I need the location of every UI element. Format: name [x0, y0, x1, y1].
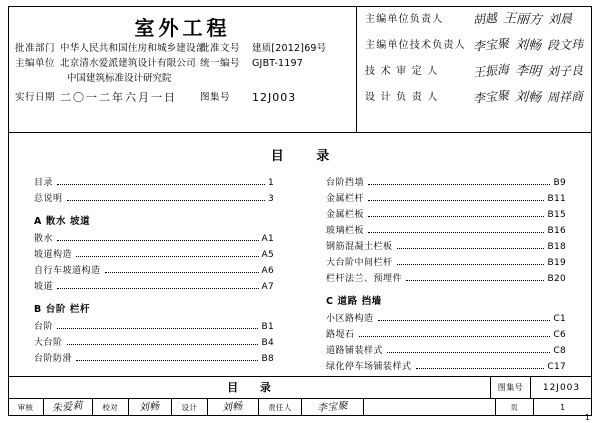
footer-atlas-value: 12J003 — [530, 377, 592, 398]
toc-entry-label: 台阶防滑 — [34, 354, 73, 364]
toc-entry-page: C1 — [553, 314, 566, 324]
toc-section-heading: A 散水 坡道 — [34, 216, 91, 227]
toc-leader-dots — [368, 215, 544, 217]
toc-leader-dots — [105, 271, 259, 273]
footer-atlas-label: 图集号 — [490, 377, 530, 398]
toc-section-heading: B 台阶 栏杆 — [34, 304, 91, 315]
header-left-panel — [8, 6, 357, 133]
toc-entry-label: 玻璃栏板 — [326, 226, 365, 236]
toc-entry-label: 路堤石 — [326, 330, 355, 340]
metadata-row — [8, 91, 357, 105]
toc-entry-page: B15 — [547, 210, 566, 220]
metadata-label: 批准部门 — [15, 43, 56, 54]
signature-marks — [472, 87, 592, 106]
toc-leader-dots — [67, 199, 265, 201]
toc-entry[interactable] — [326, 223, 566, 239]
metadata-subvalue: 中国建筑标准设计研究院 — [67, 73, 172, 84]
footer-review-label: 审核 — [8, 399, 44, 416]
toc-entry-label: 台阶挡墙 — [326, 178, 365, 188]
toc-entry-label: 大台阶中间栏杆 — [326, 258, 393, 268]
handwritten-signature: 段文玮 — [546, 36, 584, 53]
toc-entry[interactable] — [34, 279, 274, 295]
handwritten-signature: 李明 — [514, 62, 542, 80]
footer-check-signature — [129, 399, 172, 416]
toc-entry[interactable] — [326, 175, 566, 191]
toc-entry-page: B8 — [261, 354, 274, 364]
toc-entry[interactable] — [34, 335, 274, 351]
footer-check-label: 校对 — [93, 399, 129, 416]
footer-page-value: 1 — [560, 403, 566, 412]
toc-entry[interactable] — [34, 263, 274, 279]
page-corner-number: 1 — [584, 413, 590, 422]
toc-entry-page: C8 — [553, 346, 566, 356]
toc-entry-page: B1 — [261, 322, 274, 332]
metadata-label-2: 统一编号 — [200, 58, 241, 69]
toc-entry-page: B4 — [261, 338, 274, 348]
toc-column-left — [8, 175, 300, 375]
toc-entry[interactable] — [34, 247, 274, 263]
toc-entry-label: 台阶 — [34, 322, 54, 332]
toc-column-right — [300, 175, 592, 375]
toc-entry-page: B18 — [547, 242, 566, 252]
toc-leader-dots — [57, 327, 258, 329]
handwritten-signature: 刘畅 — [139, 401, 161, 414]
toc-leader-dots — [378, 319, 551, 321]
toc-entry-page: B19 — [547, 258, 566, 268]
toc-entry[interactable] — [326, 343, 566, 359]
toc-leader-dots — [57, 183, 265, 185]
toc-section-heading: C 道路 挡墙 — [326, 296, 382, 307]
toc-entry-label: 小区路构造 — [326, 314, 374, 324]
toc-leader-dots — [368, 183, 550, 185]
footer-sheet-title: 目 录 — [227, 381, 280, 394]
metadata-value-2: 12J003 — [252, 91, 297, 104]
toc-entry-page: 3 — [267, 194, 274, 204]
handwritten-signature: 王丽方 — [502, 10, 543, 28]
handwritten-signature: 朱爱莉 — [51, 400, 84, 415]
metadata-value: 二〇一二年六月一日 — [60, 91, 177, 104]
toc-leader-dots — [416, 367, 545, 369]
toc-entry-page: A1 — [261, 234, 274, 244]
toc-entry-label: 栏杆法兰、预埋件 — [326, 274, 403, 284]
signature-label: 技 术 审 定 人 — [365, 65, 439, 77]
handwritten-signature: 刘子良 — [546, 62, 584, 79]
toc-entry-label: 大台阶 — [34, 338, 63, 348]
toc-entry[interactable] — [326, 207, 566, 223]
signature-marks — [473, 12, 592, 27]
toc-entry-label: 目录 — [34, 178, 54, 188]
toc-entry[interactable] — [326, 359, 566, 375]
signature-label: 主编单位技术负责人 — [365, 39, 466, 51]
toc-entry-label: 总说明 — [34, 194, 63, 204]
toc-entry-label: 绿化停车场铺装样式 — [326, 362, 412, 372]
toc-entry[interactable] — [326, 191, 566, 207]
signature-marks — [472, 61, 592, 80]
metadata-value-2: GJBT-1197 — [252, 58, 304, 69]
toc-entry-label: 道路铺装样式 — [326, 346, 384, 356]
toc-entry-page: C17 — [547, 362, 566, 372]
handwritten-signature: 王振海 — [472, 61, 510, 80]
toc-entry[interactable] — [326, 255, 566, 271]
signature-row — [357, 6, 592, 32]
toc-leader-dots — [57, 239, 259, 241]
metadata-value: 北京清水爱派建筑设计有限公司 — [60, 58, 196, 69]
signature-row — [357, 32, 592, 58]
footer-blank-cell — [364, 399, 496, 416]
toc-entry-page: A5 — [261, 250, 274, 260]
title-block-header — [8, 6, 592, 133]
signature-panel — [357, 6, 592, 133]
handwritten-signature: 周祥商 — [546, 88, 584, 105]
document-title: 室外工程 — [134, 16, 231, 40]
metadata-label-2: 批准文号 — [200, 43, 241, 54]
toc-entry[interactable] — [34, 231, 274, 247]
toc-entry-label: 钢筋混凝土栏板 — [326, 242, 393, 252]
toc-entry-page: B11 — [547, 194, 566, 204]
toc-entry-label: 坡道 — [34, 282, 54, 292]
toc-columns — [8, 175, 592, 375]
toc-leader-dots — [397, 263, 545, 265]
footer-design-signature — [208, 399, 259, 416]
toc-leader-dots — [368, 231, 544, 233]
toc-entry-label: 金属栏板 — [326, 210, 365, 220]
table-of-contents — [8, 133, 592, 377]
footer-design-label: 设计 — [172, 399, 208, 416]
toc-entry[interactable] — [34, 319, 274, 335]
footer-page-label: 页 — [496, 399, 534, 416]
toc-entry-label: 自行车坡道构造 — [34, 266, 101, 276]
footer-title-block — [8, 377, 592, 416]
toc-entry-label: 散水 — [34, 234, 54, 244]
toc-leader-dots — [406, 279, 544, 281]
handwritten-signature: 李宝聚 — [472, 87, 510, 106]
handwritten-signature: 胡越 — [472, 10, 498, 27]
signature-row — [357, 84, 592, 110]
metadata-table — [8, 42, 357, 106]
signature-label: 设 计 负 责 人 — [365, 91, 439, 103]
toc-leader-dots — [76, 255, 259, 257]
footer-responsible-signature — [302, 399, 364, 416]
metadata-row — [8, 42, 357, 56]
toc-entry[interactable] — [326, 311, 566, 327]
toc-entry-page: B16 — [547, 226, 566, 236]
metadata-label: 实行日期 — [15, 92, 56, 103]
toc-entry-page: 1 — [267, 178, 274, 188]
toc-entry[interactable] — [34, 351, 274, 367]
toc-entry[interactable] — [34, 191, 274, 207]
handwritten-signature: 李宝聚 — [316, 400, 349, 415]
footer-bottom-row — [8, 399, 592, 416]
toc-leader-dots — [368, 199, 544, 201]
metadata-row — [8, 57, 357, 71]
signature-marks — [472, 35, 592, 54]
toc-leader-dots — [67, 343, 259, 345]
toc-leader-dots — [387, 351, 550, 353]
handwritten-signature: 刘畅 — [514, 36, 542, 54]
metadata-label: 主编单位 — [15, 58, 56, 69]
handwritten-signature: 刘晨 — [547, 11, 573, 26]
handwritten-signature: 李宝聚 — [472, 35, 510, 54]
toc-entry-label: 金属栏杆 — [326, 194, 365, 204]
toc-entry-page: C6 — [553, 330, 566, 340]
toc-entry[interactable] — [326, 239, 566, 255]
toc-entry-page: B20 — [547, 274, 566, 284]
toc-leader-dots — [359, 335, 551, 337]
toc-entry-page: A6 — [261, 266, 274, 276]
metadata-label-2: 图集号 — [200, 92, 231, 103]
toc-leader-dots — [76, 359, 258, 361]
footer-review-signature — [44, 399, 93, 416]
footer-top-row — [8, 377, 592, 399]
metadata-value: 中华人民共和国住房和城乡建设部 — [60, 43, 206, 54]
toc-entry[interactable] — [326, 271, 566, 287]
handwritten-signature: 刘畅 — [221, 401, 244, 414]
toc-entry[interactable] — [34, 175, 274, 191]
metadata-value-2: 建质[2012]69号 — [252, 43, 327, 54]
signature-label: 主编单位负责人 — [365, 13, 444, 25]
toc-leader-dots — [397, 247, 545, 249]
toc-entry[interactable] — [326, 327, 566, 343]
toc-entry-page: B9 — [553, 178, 566, 188]
toc-entry-label: 坡道构造 — [34, 250, 73, 260]
toc-entry-page: A7 — [261, 282, 274, 292]
footer-responsible-label: 责任人 — [259, 399, 302, 416]
toc-heading: 目 录 — [270, 149, 344, 164]
handwritten-signature: 刘畅 — [514, 88, 542, 106]
signature-row — [357, 58, 592, 84]
toc-leader-dots — [57, 287, 259, 289]
